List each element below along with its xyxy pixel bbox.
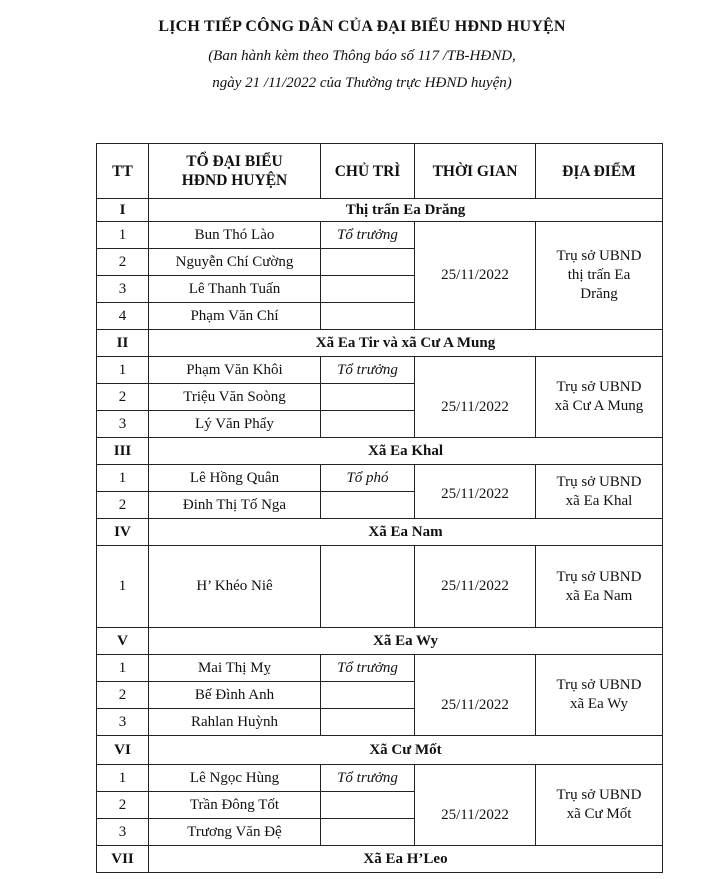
place-line: Trụ sở UBND	[556, 568, 642, 585]
table-row	[97, 546, 663, 628]
group-name: Xã Ea Nam	[149, 519, 663, 546]
group-name: Xã Cư Mốt	[149, 736, 663, 765]
group-name: Xã Ea Khal	[149, 438, 663, 465]
member-role	[321, 384, 415, 411]
place-line: xã Ea Khal	[565, 492, 633, 509]
member-tt: 1	[97, 546, 149, 628]
reception-schedule-table	[96, 143, 663, 873]
header-delegate-group	[149, 144, 321, 199]
group-date: 25/11/2022	[415, 465, 536, 519]
table-row	[97, 655, 663, 682]
table-row	[97, 222, 663, 249]
group-row	[97, 330, 663, 357]
member-tt: 2	[97, 492, 149, 519]
member-tt: 2	[97, 384, 149, 411]
member-name: Nguyễn Chí Cường	[149, 249, 321, 276]
group-name: Xã Ea Wy	[149, 628, 663, 655]
group-number: III	[97, 438, 149, 465]
group-number: IV	[97, 519, 149, 546]
group-number: VII	[97, 846, 149, 873]
member-tt: 1	[97, 465, 149, 492]
group-name: Xã Ea Tir và xã Cư A Mung	[149, 330, 663, 357]
group-row	[97, 519, 663, 546]
member-role: Tổ trưởng	[321, 357, 415, 384]
header-chair: CHỦ TRÌ	[321, 144, 415, 199]
member-role	[321, 249, 415, 276]
member-name: Lê Thanh Tuấn	[149, 276, 321, 303]
table-header-row	[97, 144, 663, 199]
member-name: Phạm Văn Chí	[149, 303, 321, 330]
group-place	[536, 655, 663, 736]
place-line: Trụ sở UBND	[556, 379, 642, 395]
place-line: xã Cư Mốt	[566, 806, 632, 822]
member-role	[321, 546, 415, 628]
group-number: I	[97, 199, 149, 222]
group-row	[97, 846, 663, 873]
member-name: Đinh Thị Tố Nga	[149, 492, 321, 519]
place-line: Trụ sở UBND	[556, 787, 642, 803]
member-name: Lê Ngọc Hùng	[149, 765, 321, 792]
member-name: Bế Đình Anh	[149, 682, 321, 709]
member-name: H’ Khéo Niê	[149, 546, 321, 628]
member-name: Mai Thị Mỵ	[149, 655, 321, 682]
member-role	[321, 411, 415, 438]
header-group-line2: HĐND HUYỆN	[181, 172, 288, 189]
place-line: xã Cư A Mung	[554, 398, 644, 414]
place-line: xã Ea Wy	[570, 696, 628, 712]
place-line: Trụ sở UBND	[556, 473, 642, 490]
member-role: Tổ trưởng	[321, 222, 415, 249]
header-place: ĐỊA ĐIỂM	[536, 144, 663, 199]
member-tt: 3	[97, 709, 149, 736]
member-role	[321, 492, 415, 519]
place-line: thị trấn Ea	[567, 267, 631, 283]
member-tt: 1	[97, 357, 149, 384]
member-role	[321, 682, 415, 709]
group-place	[536, 465, 663, 519]
member-tt: 2	[97, 682, 149, 709]
member-role: Tổ phó	[321, 465, 415, 492]
member-name: Lê Hồng Quân	[149, 465, 321, 492]
member-role	[321, 709, 415, 736]
member-role	[321, 819, 415, 846]
member-tt: 1	[97, 222, 149, 249]
member-tt: 1	[97, 655, 149, 682]
group-place	[536, 765, 663, 846]
member-name: Lý Văn Phẩy	[149, 411, 321, 438]
group-place	[536, 222, 663, 330]
member-name: Trương Văn Đệ	[149, 819, 321, 846]
group-row	[97, 438, 663, 465]
table-row	[97, 357, 663, 384]
group-date: 25/11/2022	[415, 222, 536, 330]
group-row	[97, 736, 663, 765]
member-role	[321, 792, 415, 819]
group-number: V	[97, 628, 149, 655]
member-tt: 3	[97, 276, 149, 303]
group-date: 25/11/2022	[415, 357, 536, 438]
member-name: Trần Đông Tốt	[149, 792, 321, 819]
table-row	[97, 765, 663, 792]
group-number: VI	[97, 736, 149, 765]
document-subtitle-line2: ngày 21 /11/2022 của Thường trực HĐND huyện)	[212, 75, 512, 91]
member-tt: 2	[97, 249, 149, 276]
member-name: Phạm Văn Khôi	[149, 357, 321, 384]
group-row	[97, 199, 663, 222]
member-tt: 3	[97, 411, 149, 438]
member-name: Rahlan Huỳnh	[149, 709, 321, 736]
place-line: Trụ sở UBND	[556, 677, 642, 693]
table-row	[97, 465, 663, 492]
header-time: THỜI GIAN	[415, 144, 536, 199]
group-name: Xã Ea H’Leo	[149, 846, 663, 873]
member-tt: 3	[97, 819, 149, 846]
member-name: Triệu Văn Soòng	[149, 384, 321, 411]
group-name: Thị trấn Ea Drăng	[149, 199, 663, 222]
member-tt: 4	[97, 303, 149, 330]
header-group-line1: TỔ ĐẠI BIỂU	[186, 153, 283, 170]
group-date: 25/11/2022	[415, 655, 536, 736]
member-role: Tổ trưởng	[321, 655, 415, 682]
place-line: xã Ea Nam	[565, 587, 633, 604]
group-row	[97, 628, 663, 655]
group-place	[536, 546, 663, 628]
document-subtitle-line1: (Ban hành kèm theo Thông báo số 117 /TB-HĐND,	[208, 48, 516, 64]
place-line: Drăng	[580, 286, 618, 302]
group-date: 25/11/2022	[415, 546, 536, 628]
member-role: Tổ trưởng	[321, 765, 415, 792]
header-tt: TT	[97, 144, 149, 199]
member-role	[321, 303, 415, 330]
group-date: 25/11/2022	[415, 765, 536, 846]
group-number: II	[97, 330, 149, 357]
group-place	[536, 357, 663, 438]
place-line: Trụ sở UBND	[556, 248, 642, 264]
document-title: LỊCH TIẾP CÔNG DÂN CỦA ĐẠI BIỂU HĐND HUYỆN	[158, 18, 566, 35]
member-name: Bun Thó Lào	[149, 222, 321, 249]
member-role	[321, 276, 415, 303]
member-tt: 1	[97, 765, 149, 792]
member-tt: 2	[97, 792, 149, 819]
